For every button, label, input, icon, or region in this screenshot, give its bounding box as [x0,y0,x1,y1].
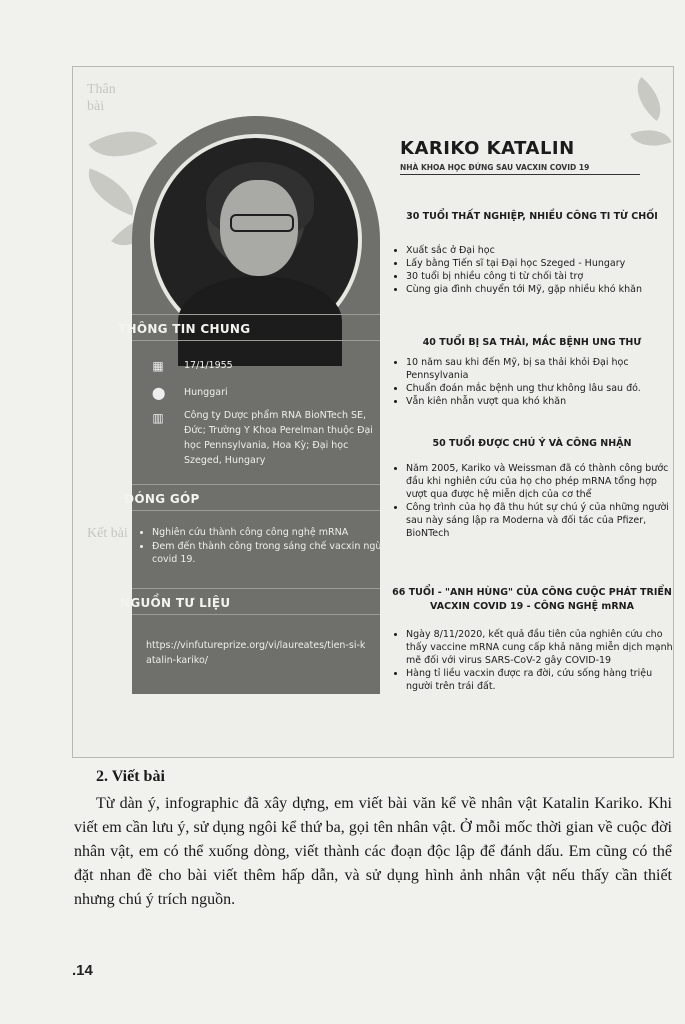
milestone-list [392,244,681,296]
list-item: • Công trình của họ đã thu hút sự chú ý của những người sau này sáng lập ra Moderna và đối tác của Pfizer, BioNTech [406,501,681,540]
portrait-glasses [230,214,294,232]
milestone-list [392,356,681,408]
page-number: .14 [72,962,93,979]
milestone-title: 40 TUỔI BỊ SA THẢI, MẮC BỆNH UNG THƯ [422,337,642,348]
sources-heading: NGUỒN TƯ LIỆU [120,596,231,610]
building-icon: ▥ [152,411,164,425]
milestone-list [392,628,681,693]
infographic-subtitle: NHÀ KHOA HỌC ĐỨNG SAU VACXIN COVID 19 [400,163,590,172]
list-item: • Nghiên cứu thành công công nghệ mRNA [152,526,388,540]
contribution-list [138,526,388,567]
milestone-title: 30 TUỔI THẤT NGHIỆP, NHIỀU CÔNG TI TỪ CHỐI [406,211,658,222]
list-item: • Đem đến thành công trong sáng chế vacxin ngừa covid 19. [152,540,388,567]
leaf-decoration [626,77,672,121]
list-item: • Xuất sắc ở Đại học [406,244,681,257]
list-item: • Ngày 8/11/2020, kết quả đầu tiên của nghiên cứu cho thấy vaccine mRNA cung cấp khả năng miễn dịch mạnh mẽ đối với virus SARS-CoV-2 gây COVID-19 [406,628,681,667]
subtitle-underline [400,174,640,175]
birth-date: 17/1/1955 [184,360,233,371]
divider [132,340,380,341]
section-heading: 2. Viết bài [96,768,165,785]
background-table-ghost: Thân bài [87,82,116,114]
divider [132,588,380,589]
general-info-heading: THÔNG TIN CHUNG [118,322,251,336]
section-paragraph: Từ dàn ý, infographic đã xây dựng, em viết bài văn kể về nhân vật Katalin Kariko. Khi viết em cần lưu ý, sử dụng ngôi kể thứ ba, gọi tên nhân vật. Ở mỗi mốc thời gian về cuộc đời nhân vật, em có thể xuống dòng, viết thành các đoạn độc lập để đánh dấu. Em cũng có thể đặt nhan đề cho bài viết thêm hấp dẫn, và sử dụng hình ảnh nhân vật nếu thấy cần thiết nhưng chú ý trích nguồn. [74,795,672,908]
leaf-decoration [80,168,143,215]
list-item: • Năm 2005, Kariko và Weissman đã có thành công bước đầu khi nghiên cứu của họ cho phép mRNA tổng hợp vượt qua được hệ miễn dịch của cơ thể [406,462,681,501]
divider [132,314,380,315]
calendar-icon: ▦ [152,359,164,373]
list-item: • Lấy bằng Tiến sĩ tại Đại học Szeged - Hungary [406,257,681,270]
milestone-title: 50 TUỔI ĐƯỢC CHÚ Ý VÀ CÔNG NHẬN [432,438,632,449]
divider [132,484,380,485]
portrait-body [178,276,342,366]
leaf-decoration [630,122,671,155]
list-item: • Vẫn kiên nhẫn vượt qua khó khăn [406,395,681,408]
workplace: Công ty Dược phẩm RNA BioNTech SE, Đức; Trường Y Khoa Perelman thuộc Đại học Pennsylvania, Hoa Kỳ; Đại học Szeged, Hungary [184,410,373,466]
contribution-heading: ĐÓNG GÓP [124,492,200,506]
milestone-title: 66 TUỔI - "ANH HÙNG" CỦA CÔNG CUỘC PHÁT TRIỂN VACXIN COVID 19 - CÔNG NGHỆ mRNA [392,587,672,612]
list-item: • Cùng gia đình chuyển tới Mỹ, gặp nhiều khó khăn [406,283,681,296]
profile-card [118,116,388,694]
divider [132,510,380,511]
list-item: • Hàng tỉ liều vacxin được ra đời, cứu sống hàng triệu người trên trái đất. [406,667,681,693]
milestone-list [392,462,681,540]
source-url[interactable]: https://vinfutureprize.org/vi/laureates/tien-si-katalin-kariko/ [146,640,366,666]
list-item: • Chuẩn đoán mắc bệnh ung thư không lâu sau đó. [406,382,681,395]
location-pin-icon: ⬤ [152,386,166,400]
list-item: • 10 năm sau khi đến Mỹ, bị sa thải khỏi Đại học Pennsylvania [406,356,681,382]
list-item: • 30 tuổi bị nhiều công ti từ chối tài trợ [406,270,681,283]
divider [132,614,380,615]
infographic-title: KARIKO KATALIN [400,138,575,159]
background-table-ghost: Kết bài [87,526,128,541]
birth-place: Hunggari [184,387,228,398]
leaf-decoration [89,114,158,173]
